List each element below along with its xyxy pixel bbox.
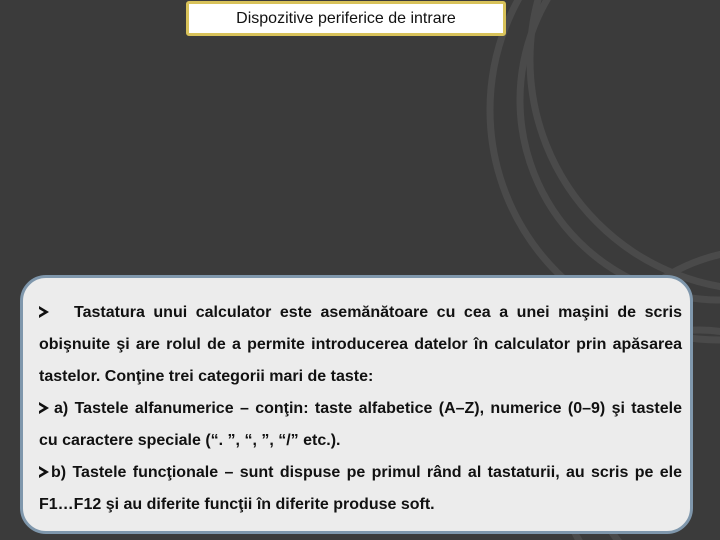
content-box [20,275,693,534]
triangle-bullet-icon [39,306,49,318]
paragraph-text: Tastatura unui calculator este asemănătoare cu cea a unei maşini de scris obişnuite şi are rolul de a permite introducerea datelor în calculator prin apăsarea tastelor. Conţine trei categorii mari de taste: [39,304,682,385]
title-box [186,1,506,36]
triangle-bullet-icon [39,466,49,478]
triangle-bullet-icon [39,402,49,414]
paragraph-alphanumeric [39,393,682,457]
slide-title: Dispozitive periferice de intrare [236,9,456,27]
paragraph-text: b) Tastele funcţionale – sunt dispuse pe primul rând al tastaturii, au scris pe ele F1…F12 şi au diferite funcţii în diferite produse soft. [39,464,682,513]
paragraph-text: a) Tastele alfanumerice – conţin: taste alfabetice (A–Z), numerice (0–9) şi tastele cu caractere speciale (“. ”, “, ”, “/” etc.). [39,400,682,449]
paragraph-keyboard [39,297,682,393]
paragraph-functional [39,457,682,521]
